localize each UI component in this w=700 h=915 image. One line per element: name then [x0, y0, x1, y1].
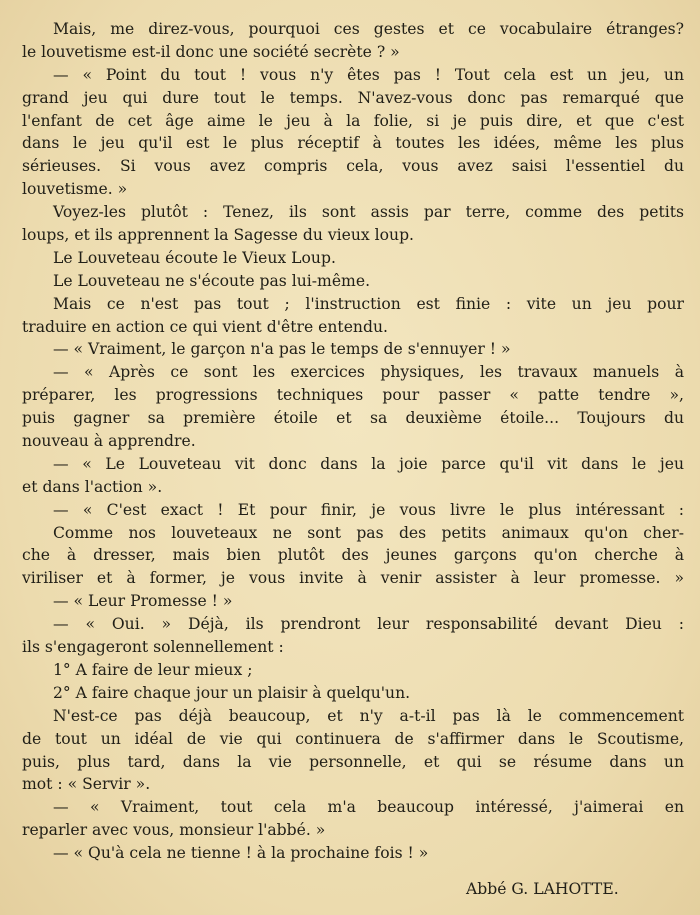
- text-line: Le Louveteau écoute le Vieux Loup.: [53, 248, 336, 267]
- text-line: et dans l'action ».: [22, 477, 163, 496]
- text-line: puis gagner sa première étoile et sa deuxième étoile... Toujours du: [22, 409, 684, 428]
- text-line: dans le jeu qu'il est le plus réceptif à toutes les idées, même les plus: [22, 134, 684, 153]
- text-line: Mais ce n'est pas tout ; l'instruction est finie : vite un jeu pour: [53, 294, 684, 313]
- text-line: — « Qu'à cela ne tienne ! à la prochaine fois ! »: [53, 844, 429, 863]
- text-line: viriliser et à former, je vous invite à venir assister à leur promesse. »: [22, 569, 684, 588]
- text-line: de tout un idéal de vie qui continuera de s'affirmer dans le Scoutisme,: [22, 729, 684, 748]
- text-line: che à dresser, mais bien plutôt des jeunes garçons qu'on cherche à: [22, 546, 684, 565]
- article-text: [22, 18, 684, 865]
- author-signature: Abbé G. LAHOTTE.: [466, 880, 619, 898]
- text-line: traduire en action ce qui vient d'être entendu.: [22, 317, 388, 336]
- text-line: 2° A faire chaque jour un plaisir à quelqu'un.: [53, 683, 411, 702]
- text-line: reparler avec vous, monsieur l'abbé. »: [22, 821, 326, 840]
- text-line: louvetisme. »: [22, 180, 128, 199]
- text-line: nouveau à apprendre.: [22, 432, 196, 451]
- text-line: Le Louveteau ne s'écoute pas lui-même.: [53, 271, 371, 290]
- text-line: puis, plus tard, dans la vie personnelle, et qui se résume dans un: [22, 752, 684, 771]
- text-line: le louvetisme est-il donc une société secrète ? »: [22, 42, 400, 61]
- text-line: — « Oui. » Déjà, ils prendront leur responsabilité devant Dieu :: [53, 615, 684, 634]
- text-line: N'est-ce pas déjà beaucoup, et n'y a-t-il pas là le commencement: [53, 706, 684, 725]
- text-line: Voyez-les plutôt : Tenez, ils sont assis par terre, comme des petits: [53, 203, 684, 222]
- text-line: l'enfant de cet âge aime le jeu à la folie, si je puis dire, et que c'est: [22, 111, 684, 130]
- text-line: — « Leur Promesse ! »: [53, 592, 233, 611]
- text-line: mot : « Servir ».: [22, 775, 151, 794]
- text-line: — « C'est exact ! Et pour finir, je vous livre le plus intéressant :: [53, 500, 684, 519]
- text-line: Mais, me direz-vous, pourquoi ces gestes et ce vocabulaire étranges?: [53, 20, 684, 38]
- text-line: — « Vraiment, tout cela m'a beaucoup intéressé, j'aimerai en: [53, 798, 684, 817]
- text-line: sérieuses. Si vous avez compris cela, vous avez saisi l'essentiel du: [22, 157, 684, 176]
- text-line: loups, et ils apprennent la Sagesse du vieux loup.: [22, 226, 415, 245]
- text-line: Comme nos louveteaux ne sont pas des petits animaux qu'on cher-: [53, 523, 684, 542]
- text-line: grand jeu qui dure tout le temps. N'avez-vous donc pas remarqué que: [22, 88, 684, 107]
- text-line: — « Après ce sont les exercices physiques, les travaux manuels à: [53, 363, 684, 382]
- text-line: 1° A faire de leur mieux ;: [53, 660, 253, 679]
- text-line: — « Le Louveteau vit donc dans la joie parce qu'il vit dans le jeu: [53, 454, 684, 473]
- text-line: ils s'engageront solennellement :: [22, 638, 284, 657]
- text-line: — « Point du tout ! vous n'y êtes pas ! Tout cela est un jeu, un: [53, 65, 684, 84]
- text-line: préparer, les progressions techniques pour passer « patte tendre »,: [22, 386, 684, 405]
- text-line: — « Vraiment, le garçon n'a pas le temps de s'ennuyer ! »: [53, 340, 511, 359]
